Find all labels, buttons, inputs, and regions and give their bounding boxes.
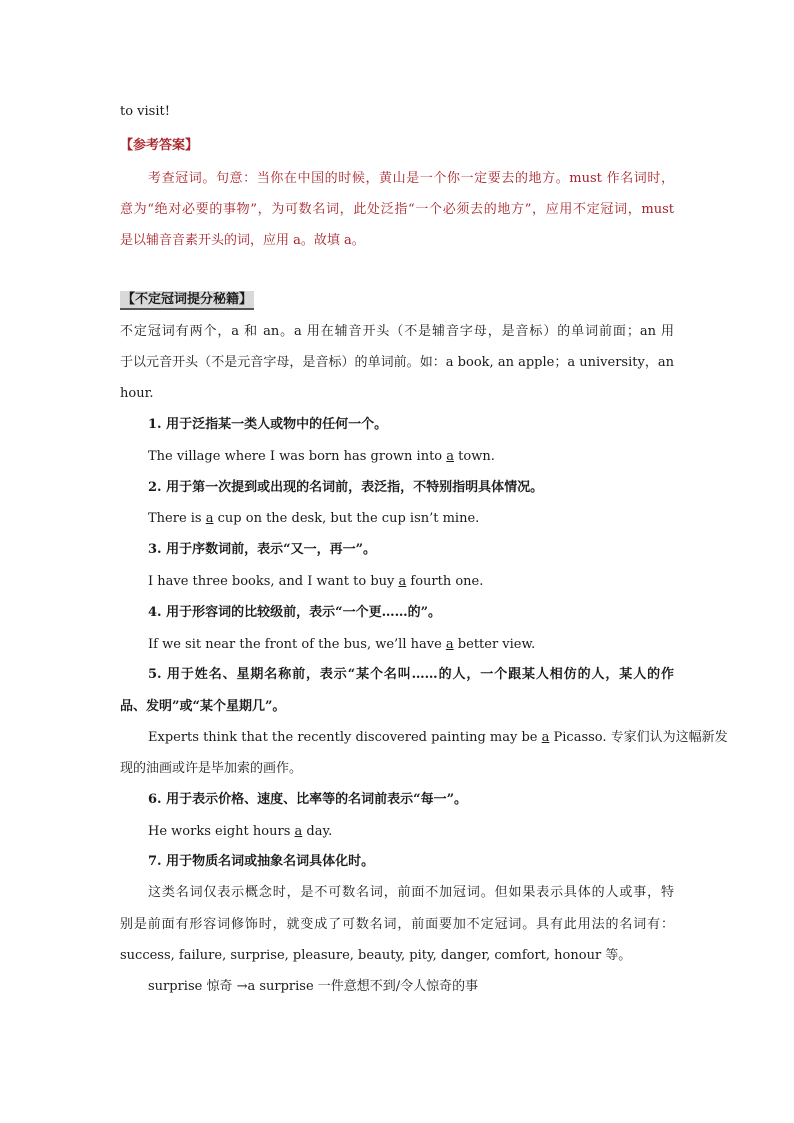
article-a: a [445, 637, 454, 652]
rule-7-body-3: success, failure, surprise, pleasure, beauty, pity, danger, comfort, honour 等。 [120, 948, 632, 963]
rule-2-example: There is a cup on the desk, but the cup isn’t mine. [148, 511, 480, 526]
rule-1-example: The village where I was born has grown into a town. [148, 449, 495, 464]
article-a: a [205, 511, 214, 526]
rule-4-title: 4. 用于形容词的比较级前，表示“一个更……的”。 [148, 605, 442, 620]
rule-5-title-1: 5. 用于姓名、星期名称前，表示“某个名叫……的人，一个跟某人相仿的人，某人的作 [148, 667, 674, 682]
rule-2-title: 2. 用于第一次提到或出现的名词前，表泛指，不特别指明具体情况。 [148, 480, 544, 495]
answer-line-2: 意为“绝对必要的事物”，为可数名词，此处泛指“一个必须去的地方”，应用不定冠词，must [120, 202, 674, 217]
rule-7-title: 7. 用于物质名词或抽象名词具体化时。 [148, 854, 375, 869]
rule-7-body-1: 这类名词仅表示概念时，是不可数名词，前面不加冠词。但如果表示具体的人或事，特 [148, 885, 674, 900]
continued-text: to visit! [120, 104, 170, 119]
rule-5-title-2: 品、发明”或“某个星期几”。 [120, 699, 286, 714]
rule-3-title: 3. 用于序数词前，表示“又一，再一”。 [148, 542, 377, 557]
answer-heading: 【参考答案】 [120, 138, 199, 153]
rule-7-body-2: 别是前面有形容词修饰时，就变成了可数名词，前面要加不定冠词。具有此用法的名词有： [120, 917, 674, 932]
article-a: a [446, 449, 455, 464]
answer-line-1: 考查冠词。句意：当你在中国的时候，黄山是一个你一定要去的地方。must 作名词时， [148, 171, 674, 186]
rule-3-example: I have three books, and I want to buy a fourth one. [148, 574, 484, 589]
article-a: a [541, 730, 550, 745]
intro-line-2: 于以元音开头（不是元音字母，是音标）的单词前。如：a book, an apple；a university，an [120, 355, 674, 370]
rule-1-title: 1. 用于泛指某一类人或物中的任何一个。 [148, 417, 388, 432]
intro-line-1: 不定冠词有两个，a 和 an。a 用在辅音开头（不是辅音字母，是音标）的单词前面；an 用 [120, 324, 674, 339]
answer-line-3: 是以辅音音素开头的词，应用 a。故填 a。 [120, 233, 365, 248]
rule-5-example: Experts think that the recently discovered painting may be a Picasso. 专家们认为这幅新发 [148, 730, 728, 745]
intro-line-3: hour. [120, 386, 154, 401]
rule-5-example-2: 现的油画或许是毕加索的画作。 [120, 761, 303, 776]
article-a: a [398, 574, 407, 589]
rule-6-example: He works eight hours a day. [148, 824, 333, 839]
rule-4-example: If we sit near the front of the bus, we’ll have a better view. [148, 637, 536, 652]
article-a: a [294, 824, 303, 839]
rule-7-example: surprise 惊奇 →a surprise 一件意想不到/令人惊奇的事 [148, 979, 479, 994]
tips-heading [120, 291, 254, 309]
tips-heading-label: 【不定冠词提分秘籍】 [120, 291, 254, 310]
rule-6-title: 6. 用于表示价格、速度、比率等的名词前表示“每一”。 [148, 792, 468, 807]
